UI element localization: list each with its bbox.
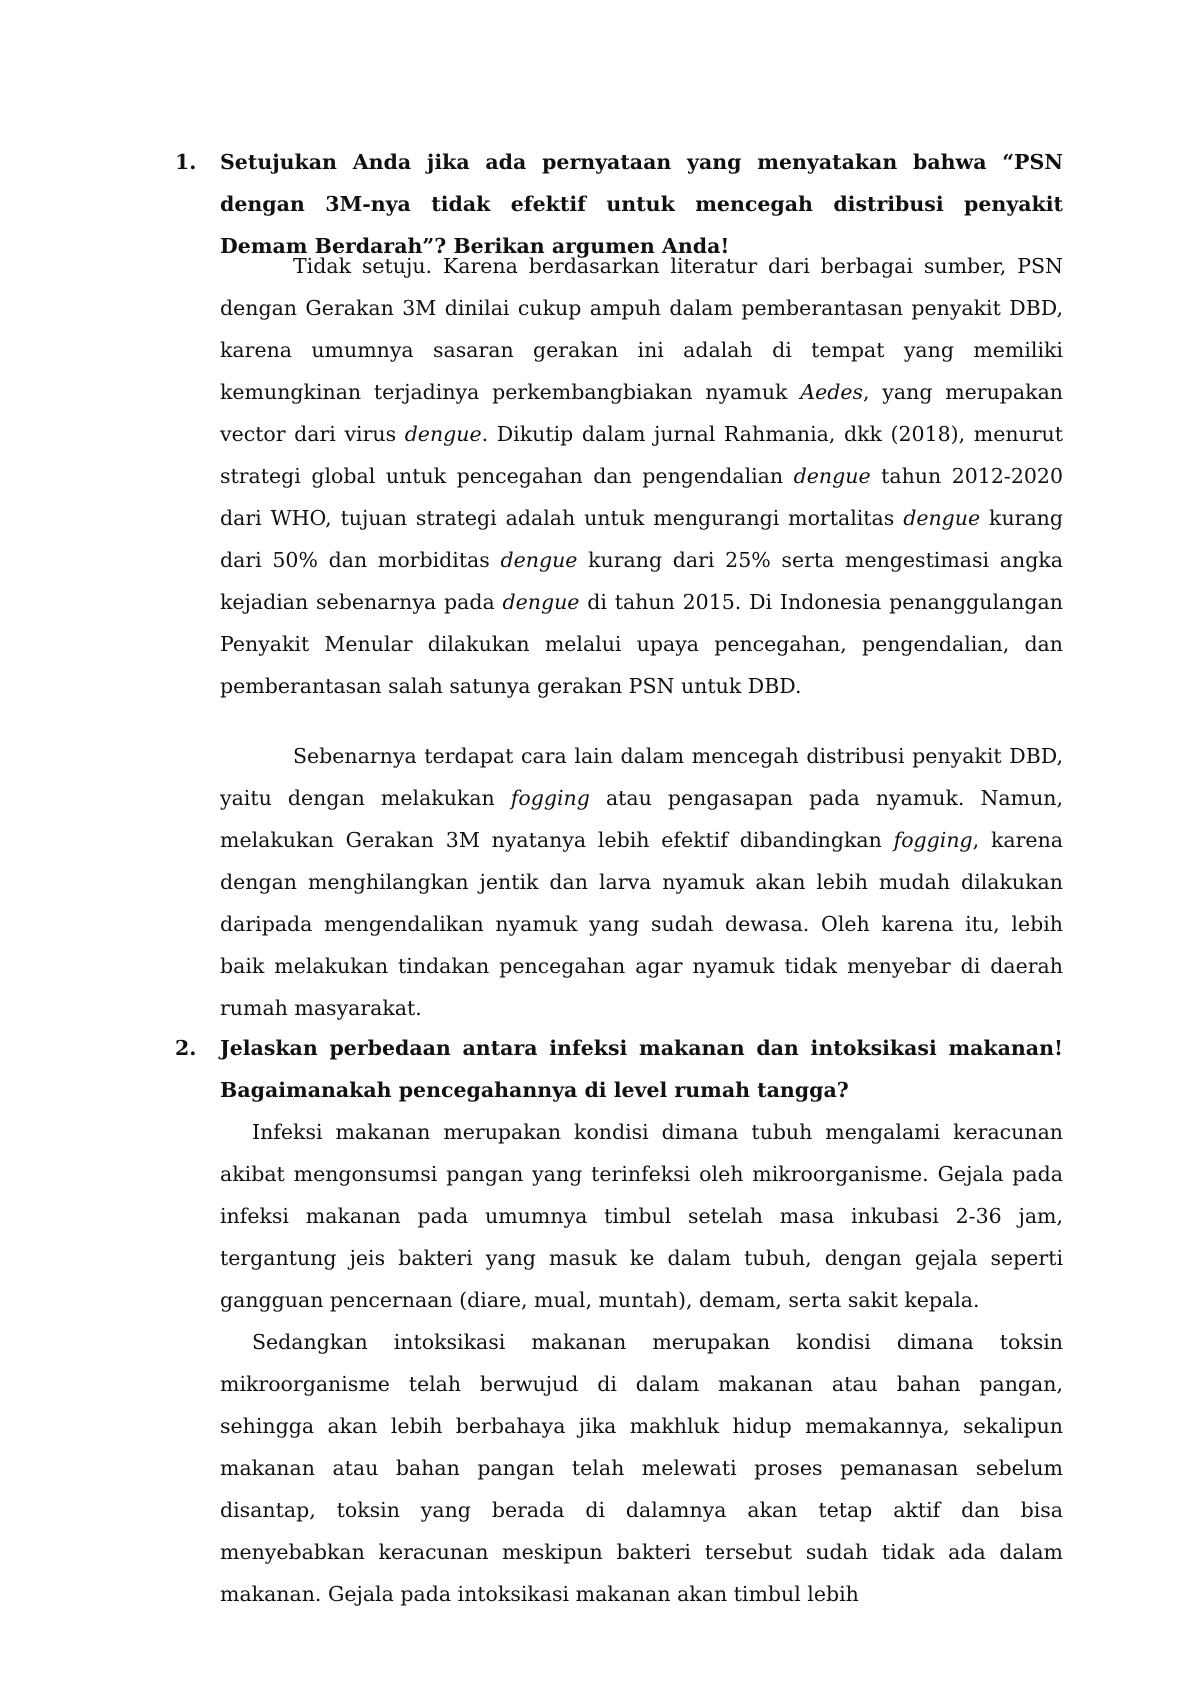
italic-term: Aedes: [800, 380, 863, 404]
answer-1-paragraph-2: [220, 735, 1063, 1029]
answer-1-paragraph-1: [220, 245, 1063, 707]
answer-text: tahun 2012-2020 dari WHO, tujuan strategi adalah untuk mengurangi mortalitas: [220, 464, 1063, 530]
italic-term: dengue: [500, 548, 578, 572]
answer-text: . Dikutip dalam jurnal Rahmania, dkk (2018), menurut strategi global untuk pencegahan dan pengendalian: [220, 422, 1063, 488]
answer-text: , karena dengan menghilangkan jentik dan larva nyamuk akan lebih mudah dilakukan daripada mengendalikan nyamuk yang sudah dewasa. Oleh karena itu, lebih baik melakukan tindakan pencegahan agar nyamuk tidak menyebar di daerah rumah masyarakat.: [220, 828, 1063, 1020]
italic-term: fogging: [510, 786, 590, 810]
question-2-number: 2.: [175, 1036, 197, 1060]
question-1-text: Setujukan Anda jika ada pernyataan yang menyatakan bahwa “PSN dengan 3M-nya tidak efektif untuk mencegah distribusi penyakit Demam Berdarah”? Berikan argumen Anda!: [220, 150, 1063, 258]
answer-text: kurang dari 25% serta mengestimasi angka kejadian sebenarnya pada: [220, 548, 1063, 614]
answer-text: kurang dari 50% dan morbiditas: [220, 506, 1063, 572]
answer-text: di tahun 2015. Di Indonesia penanggulangan Penyakit Menular dilakukan melalui upaya pencegahan, pengendalian, dan pemberantasan salah satunya gerakan PSN untuk DBD.: [220, 590, 1063, 698]
question-2: [175, 1027, 1063, 1111]
answer-text: Infeksi makanan merupakan kondisi dimana tubuh mengalami keracunan akibat mengonsumsi pangan yang terinfeksi oleh mikroorganisme. Gejala pada infeksi makanan pada umumnya timbul setelah masa inkubasi 2-36 jam, tergantung jeis bakteri yang masuk ke dalam tubuh, dengan gejala seperti gangguan pencernaan (diare, mual, muntah), demam, serta sakit kepala.: [220, 1120, 1063, 1312]
answer-text: Tidak setuju. Karena berdasarkan literatur dari berbagai sumber, PSN dengan Gerakan 3M dinilai cukup ampuh dalam pemberantasan penyakit DBD, karena umumnya sasaran gerakan ini adalah di tempat yang memiliki kemungkinan terjadinya perkembangbiakan nyamuk: [220, 254, 1063, 404]
question-2-text: Jelaskan perbedaan antara infeksi makanan dan intoksikasi makanan! Bagaimanakah pencegahannya di level rumah tangga?: [220, 1036, 1063, 1102]
italic-term: dengue: [903, 506, 981, 530]
italic-term: dengue: [502, 590, 580, 614]
italic-term: fogging: [893, 828, 973, 852]
answer-text: , yang merupakan vector dari virus: [220, 380, 1063, 446]
answer-2-paragraph-2: [220, 1321, 1063, 1615]
answer-text: atau pengasapan pada nyamuk. Namun, melakukan Gerakan 3M nyatanya lebih efektif dibandingkan: [220, 786, 1063, 852]
answer-2-paragraph-1: [220, 1111, 1063, 1321]
answer-text: Sedangkan intoksikasi makanan merupakan kondisi dimana toksin mikroorganisme telah berwujud di dalam makanan atau bahan pangan, sehingga akan lebih berbahaya jika makhluk hidup memakannya, sekalipun makanan atau bahan pangan telah melewati proses pemanasan sebelum disantap, toksin yang berada di dalamnya akan tetap aktif dan bisa menyebabkan keracunan meskipun bakteri tersebut sudah tidak ada dalam makanan. Gejala pada intoksikasi makanan akan timbul lebih: [220, 1330, 1063, 1606]
answer-text: Sebenarnya terdapat cara lain dalam mencegah distribusi penyakit DBD, yaitu dengan melakukan: [220, 744, 1063, 810]
question-1-number: 1.: [175, 150, 197, 174]
italic-term: dengue: [793, 464, 871, 488]
italic-term: dengue: [404, 422, 482, 446]
